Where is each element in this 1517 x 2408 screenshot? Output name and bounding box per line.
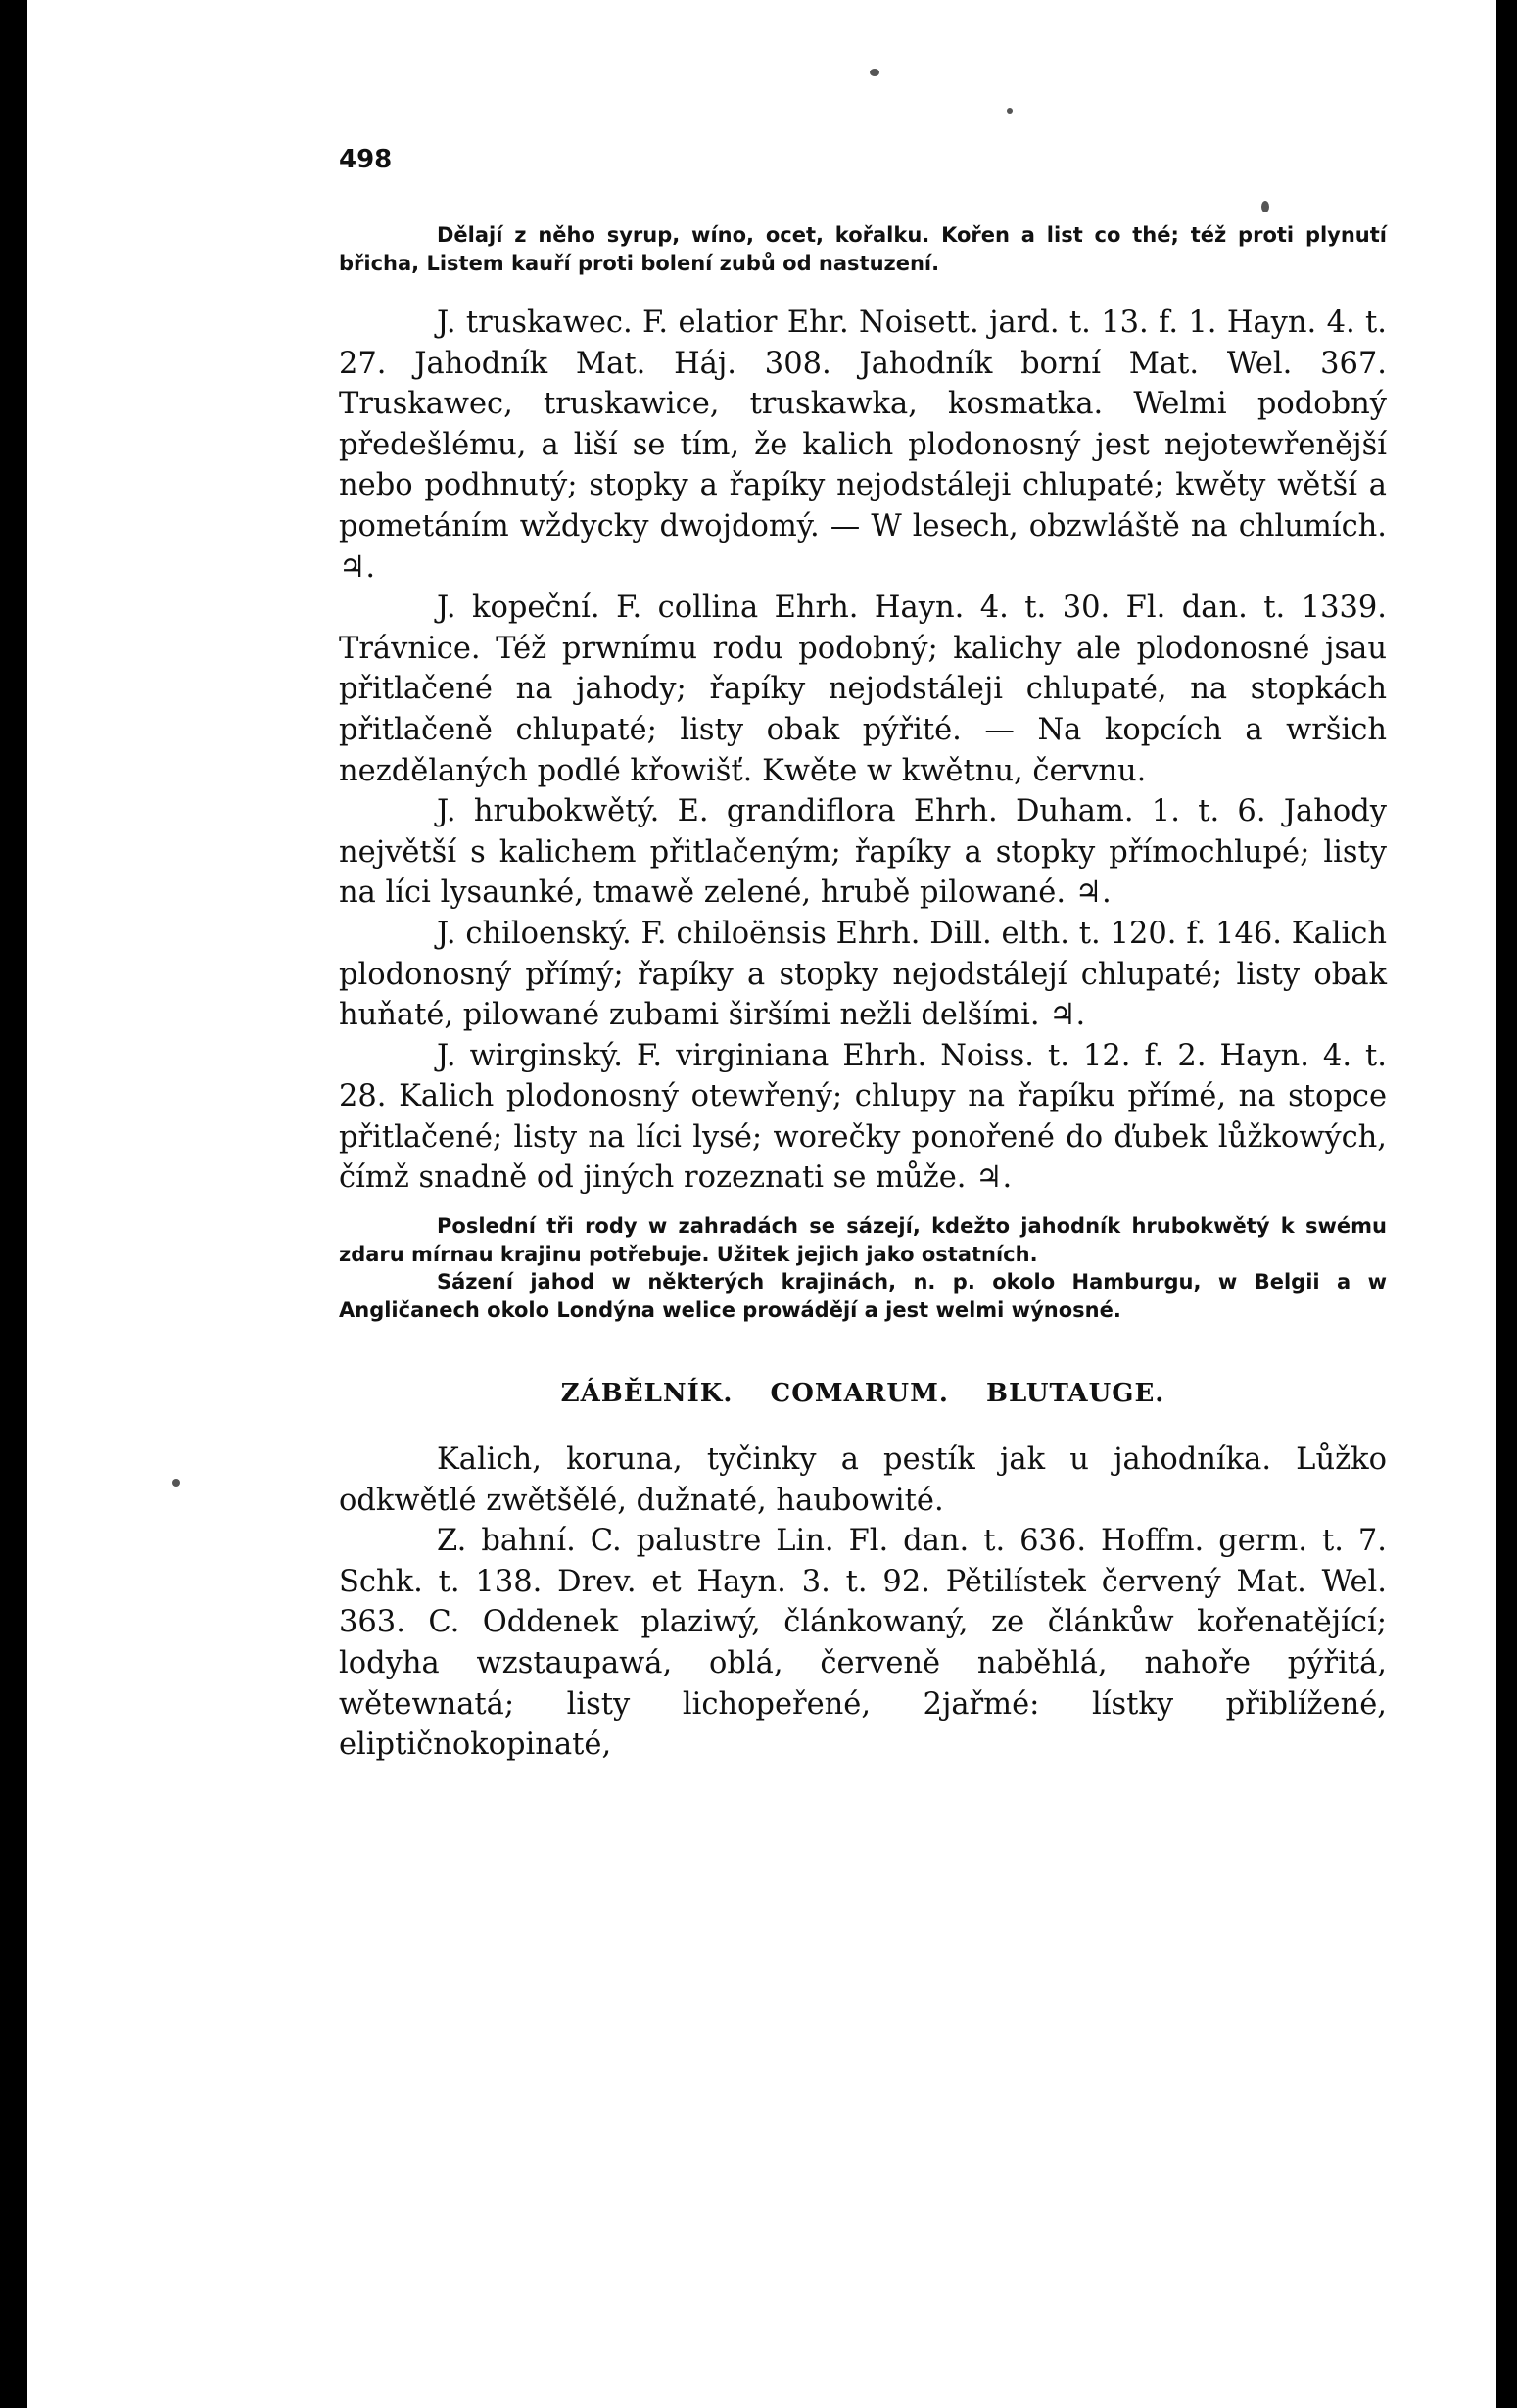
species-entries xyxy=(339,303,1387,1199)
genus-heading xyxy=(339,1377,1387,1410)
text-block xyxy=(339,145,1387,1766)
cultivation-note: Poslední tři rody w zahradách se sázejí, kdežto jahodník hrubokwětý k swému zdaru mírnau krajinu potřebuje. Užitek jejich jako ostatních. xyxy=(339,1214,1387,1266)
species-entry: J. hrubokwětý. E. grandiflora Ehrh. Duham. 1. t. 6. Jahody největší s kalichem přitlačeným; řapíky a stopky přímochlupé; listy na líci lysaunké, tmawě zelené, hrubě pilowané. ♃. xyxy=(339,794,1387,911)
cultivation-note: Sázení jahod w některých krajinách, n. p. okolo Hamburgu, w Belgii a w Angličanech okolo Londýna welice prowádějí a jest welmi wýnosné. xyxy=(339,1270,1387,1322)
genus-name-german: BLUTAUGE. xyxy=(986,1379,1165,1409)
ink-speck xyxy=(172,1479,180,1487)
species-entry: J. truskawec. F. elatior Ehr. Noisett. jard. t. 13. f. 1. Hayn. 4. t. 27. Jahodník Mat. Háj. 308. Jahodník borní Mat. Wel. 367. Truskawec, truskawice, truskawka, kosmatka. Welmi podobný předešlému, a liší se tím, že kalich plodonosný jest nejotewřenější nebo podhnutý; stopky a řapíky nejodstáleji chlupaté; kwěty wětší a pometáním wždycky dwojdomý. — W lesech, obzwláště na chlumích. ♃. xyxy=(339,306,1387,585)
species-entry: Z. bahní. C. palustre Lin. Fl. dan. t. 636. Hoffm. germ. t. 7. Schk. t. 138. Drev. et Hayn. 3. t. 92. Pětilístek červený Mat. Wel. 363. C. Oddenek plaziwý, článkowaný, ze článkůw kořenatějící; lodyha wzstaupawá, oblá, červeně naběhlá, nahoře pýřitá, wětewnatá; listy lichopeřené, 2jařmé: lístky přiblížené, eliptičnokopinaté, xyxy=(339,1524,1387,1763)
intro-note: Dělají z něho syrup, wíno, ocet, kořalku. Kořen a list co thé; též proti plynutí břicha, Listem kauří proti bolení zubů od nastuzení. xyxy=(339,223,1387,275)
ink-speck xyxy=(870,69,879,76)
genus-name-latin: COMARUM. xyxy=(770,1379,949,1409)
genus-description: Kalich, koruna, tyčinky a pestík jak u jahodníka. Lůžko odkwětlé zwětšělé, dužnaté, haubowité. xyxy=(339,1442,1387,1518)
species-entry: J. chiloenský. F. chiloënsis Ehrh. Dill. elth. t. 120. f. 146. Kalich plodonosný přímý; řapíky a stopky nejodstálejí chlupaté; listy obak huňaté, pilowané zubami širšími nežli delšími. ♃. xyxy=(339,916,1387,1033)
book-page xyxy=(27,0,1496,2408)
ink-speck xyxy=(1007,108,1013,114)
page-number: 498 xyxy=(339,145,393,174)
species-entry: J. kopeční. F. collina Ehrh. Hayn. 4. t. 30. Fl. dan. t. 1339. Trávnice. Též prwnímu rodu podobný; kalichy ale plodonosné jsau přitlačené na jahody; řapíky nejodstáleji chlupaté, na stopkách přitlačeně chlupaté; listy obak pýřité. — Na kopcích a wršich nezdělaných podlé křowišť. Kwěte w kwětnu, červnu. xyxy=(339,590,1387,788)
genus-name-czech: ZÁBĚLNÍK. xyxy=(560,1379,734,1409)
species-entry: J. wirginský. F. virginiana Ehrh. Noiss. t. 12. f. 2. Hayn. 4. t. 28. Kalich plodonosný otewřený; chlupy na řapíku přímé, na stopce přitlačené; listy na líci lysé; worečky ponořené do ďubek lůžkowých, čímž snadně od jiných rozeznati se může. ♃. xyxy=(339,1038,1387,1196)
